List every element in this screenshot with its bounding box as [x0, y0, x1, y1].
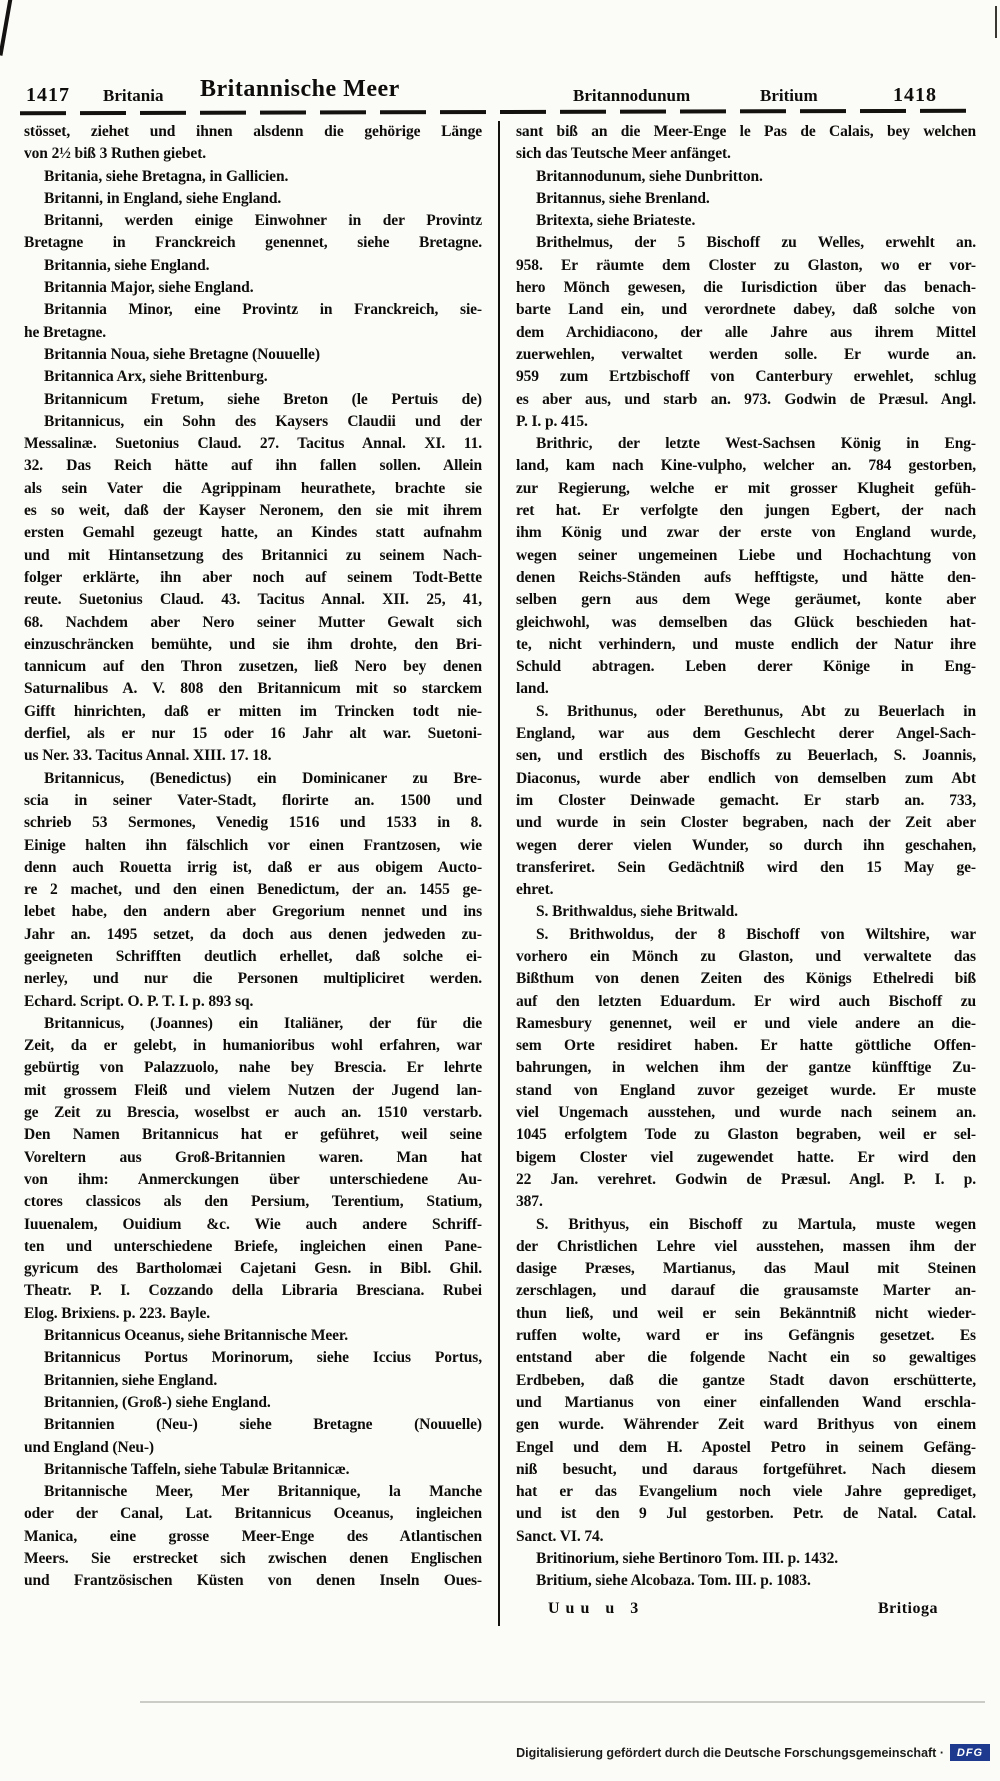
text-line: ten und unterschiedene Briefe, ingleichen einen Pane-	[24, 1237, 482, 1255]
text-line: bahrungen, in welchen ihm der gantze künfftige Zu-	[516, 1059, 976, 1077]
text-line: tannicum auf den Thron zusetzen, ließ Nero bey denen	[24, 658, 482, 676]
credit-text: Digitalisierung gefördert durch die Deutsche Forschungsgemeinschaft ·	[516, 1745, 944, 1760]
text-line: stösset, ziehet und ihnen alsdenn die gehörige Länge	[24, 123, 482, 140]
text-line: Britannien (Neu-) siehe Bretagne (Nouuelle)	[44, 1416, 482, 1434]
text-line: Sanct. VI. 74.	[516, 1527, 604, 1545]
text-line: von ihm: Anmerckungen über unterschiedene Au-	[24, 1170, 482, 1188]
text-line: 387.	[516, 1193, 543, 1211]
text-line: geeigneten Schrifften deutlich erhellet, daß solche ei-	[24, 947, 482, 965]
text-line: nerley, und nur die Personen multipliciret werden.	[24, 970, 482, 988]
text-line: 22 Jan. verehret. Godwin de Præsul. Angl. P. I. p.	[516, 1170, 976, 1188]
header-keyword-left-last: Britannische Meer	[200, 76, 400, 102]
text-line: Britannische Meer, Mer Britannique, la Manche	[44, 1483, 482, 1501]
text-line: scia in seiner Vater-Stadt, florirte an. 1500 und	[24, 791, 482, 809]
text-line: und Frantzösischen Küsten von denen Inseln Oues-	[24, 1572, 482, 1590]
scan-artifact-corner-mark	[0, 0, 14, 56]
text-line: auf den letzten Eduardum. Er wird auch Bischoff zu	[516, 992, 976, 1010]
text-line: vorhero ein Mönch zu Glaston, und verwaltete das	[516, 947, 976, 965]
text-line: 68. Nachdem aber Nero seiner Mutter Gewalt sich	[24, 613, 482, 631]
text-line: Brithric, der letzte West-Sachsen König in Eng-	[536, 435, 976, 453]
text-line: entstand aber die folgende Nacht ein so gewaltiges	[516, 1349, 976, 1367]
text-line: S. Brithwoldus, der 8 Bischoff von Wiltshire, war	[536, 925, 976, 943]
text-line: Britannia Major, siehe England.	[44, 279, 254, 297]
text-line: schrieb 53 Sermones, Venedig 1516 und 1533 in 8.	[24, 814, 482, 832]
scan-artifact-edge-tick	[995, 6, 997, 38]
text-line: Bißthum von denen Zeiten des Königs Ethelredi biß	[516, 970, 976, 988]
text-line: gyricum des Bartholomæi Cajetani Gesn. in Bibl. Ghil.	[24, 1260, 482, 1278]
text-columns	[24, 121, 978, 1626]
signature-row	[516, 1600, 976, 1624]
text-line: gleichwohl, was demselben das Glück beschieden hat-	[516, 613, 976, 631]
text-line: wegen derer vielen Wunder, so durch ihn geschahen,	[516, 836, 976, 854]
text-line: Britannien, siehe England.	[44, 1371, 218, 1389]
text-line: sem Orte residiret haben. Er hatte göttliche Offen-	[516, 1037, 976, 1055]
right-column	[516, 121, 976, 1626]
text-line: Britannicus, (Joannes) ein Italiäner, der für die	[44, 1014, 482, 1032]
text-line: England, war aus dem Geschlecht derer Angel-Sach-	[516, 725, 976, 743]
text-line: Britexta, siehe Briateste.	[536, 212, 696, 230]
text-line: wegen seiner ungemeinen Liebe und Hochachtung von	[516, 546, 976, 564]
text-line: Echard. Script. O. P. T. I. p. 893 sq.	[24, 992, 254, 1010]
text-line: ge Zeit zu Brescia, woselbst er auch an. 1510 verstarb.	[24, 1104, 482, 1122]
text-line: 959 zum Ertzbischoff von Canterbury erwehlet, schlug	[516, 368, 976, 386]
text-line: ret hat. Er verfolgte den jungen Egbert, der nach	[516, 502, 976, 520]
text-line: Britanni, in England, siehe England.	[44, 189, 282, 207]
text-line: 958. Er räumte dem Closter zu Glaston, wo er vor-	[516, 256, 976, 274]
text-line: S. Brithyus, ein Bischoff zu Martula, muste wegen	[536, 1215, 976, 1233]
text-line: Britannicus, (Benedictus) ein Dominicaner zu Bre-	[44, 769, 482, 787]
text-line: Bretagne in Franckreich genennet, siehe Bretagne.	[24, 234, 482, 252]
text-line: ersten Gemahl gezeugt hatte, an Kindes statt aufnahm	[24, 524, 482, 542]
text-line: us Ner. 33. Tacitus Annal. XIII. 17. 18.	[24, 747, 272, 765]
text-line: Britannia Minor, eine Provintz in Franckreich, sie-	[44, 301, 482, 319]
text-line: Elog. Brixiens. p. 223. Bayle.	[24, 1304, 211, 1322]
text-line: Jahr an. 1495 setzet, da doch aus denen jedweden zu-	[24, 925, 482, 943]
text-line: einzuschräncken bemühte, und sie ihm drohte, den Bri-	[24, 635, 482, 653]
text-line: transferiret. Sein Gedächtniß wird den 15 May ge-	[516, 858, 976, 876]
text-line: 32. Das Reich hätte auf ihn fallen sollen. Allein	[24, 457, 482, 475]
text-line: Britinorium, siehe Bertinoro Tom. III. p. 1432.	[536, 1550, 839, 1567]
text-line: Britania, siehe Bretagna, in Gallicien.	[44, 167, 289, 185]
dfg-logo: DFG	[950, 1744, 990, 1761]
text-line: im Closter Deinwade gemacht. Er starb an. 733,	[516, 791, 976, 809]
text-line: land.	[516, 680, 549, 698]
header-rule	[20, 109, 978, 116]
text-line: ruffen wolte, ward er ins Gefängnis gesetzet. Es	[516, 1327, 976, 1345]
text-line: S. Brithunus, oder Berethunus, Abt zu Beuerlach in	[536, 702, 976, 720]
text-line: 1045 erfolgtem Tode zu Glaston begraben, weil er sel-	[516, 1126, 976, 1144]
text-line: Ramesbury genennet, weil er und viele andere an die-	[516, 1014, 976, 1032]
text-line: re 2 machet, und den einen Benedictum, der an. 1455 ge-	[24, 881, 482, 899]
text-line: Britanni, werden einige Einwohner in der Provintz	[44, 212, 482, 230]
text-line: ctores classicos als den Persium, Terentium, Statium,	[24, 1193, 482, 1211]
scan-artifact-bottom-line	[140, 1701, 985, 1703]
text-line: te, nicht verhindern, und muste endlich der Natur ihre	[516, 635, 976, 653]
text-line: S. Brithwaldus, siehe Britwald.	[536, 903, 738, 921]
text-line: und ist den 9 Jul gestorben. Petr. de Natal. Catal.	[516, 1505, 976, 1523]
text-line: Schuld abtragen. Leben derer Könige in Eng-	[516, 658, 976, 676]
text-line: es so weit, daß der Kayser Neronem, den sie mit ihrem	[24, 502, 482, 520]
text-line: Den Namen Britannicus hat er geführet, weil seine	[24, 1126, 482, 1144]
text-line: thun ließ, und weil er sein Bekänntniß nicht wieder-	[516, 1304, 976, 1322]
text-line: niß besucht, und daraus fortgeführet. Nach diesem	[516, 1460, 976, 1478]
text-line: land, kam nach Kine-vulpho, welcher an. 784 gestorben,	[516, 457, 976, 475]
text-line: he Bretagne.	[24, 323, 107, 341]
text-line: Britannia Noua, siehe Bretagne (Nouuelle)	[44, 345, 320, 363]
text-line: es aber aus, und starb an. 973. Godwin de Præsul. Angl.	[516, 390, 976, 408]
text-line: mit grossem Fleiß und vielem Nutzen der Jugend lan-	[24, 1081, 482, 1099]
text-line: ehret.	[516, 881, 554, 899]
text-line: viel Ungemach ausstehen, und wurde nach seinem an.	[516, 1104, 976, 1122]
text-line: sich das Teutsche Meer anfänget.	[516, 145, 731, 163]
text-line: von 2½ biß 3 Ruthen giebet.	[24, 145, 207, 163]
catchword: Britioga	[878, 1600, 938, 1617]
text-line: und England (Neu-)	[24, 1438, 154, 1456]
text-line: der Christlichen Lehre viel ausstehen, massen ihm der	[516, 1237, 976, 1255]
text-line: oder der Canal, Lat. Britannicus Oceanus, ingleichen	[24, 1505, 482, 1523]
text-line: bigem Closter viel zugewendet hatte. Er wird den	[516, 1148, 976, 1166]
text-line: Britannicus Oceanus, siehe Britannische Meer.	[44, 1327, 349, 1345]
digitization-credit	[516, 1744, 990, 1761]
text-line: Britannicus, ein Sohn des Kaysers Claudii und der	[44, 412, 482, 430]
text-line: Britannus, siehe Brenland.	[536, 189, 710, 207]
header-keyword-left-first: Britania	[103, 86, 164, 105]
text-line: Diaconus, wurde aber endlich von demselben zum Abt	[516, 769, 976, 787]
text-line: derfiel, als er nur 15 oder 16 Jahr alt war. Suetoni-	[24, 725, 482, 743]
text-line: zuerwehlen, verwaltet werden solle. Er wurde an.	[516, 345, 976, 363]
text-line: folger erklärte, ihn aber noch auf seinem Todt-Bette	[24, 568, 482, 586]
text-line: dem Archidiacono, der alle Jahre aus ihrem Mittel	[516, 323, 976, 341]
text-line: Erdbeben, daß die gantze Stadt davon erschütterte,	[516, 1371, 976, 1389]
text-line: Britannica Arx, siehe Brittenburg.	[44, 368, 268, 386]
text-line: denen Reichs-Ständen aufs hefftigste, und hätte den-	[516, 568, 976, 586]
text-line: hat er das Evangelium noch viele Jahre geprediget,	[516, 1483, 976, 1501]
text-line: lebet habe, den andern aber Gregorium nennet und ins	[24, 903, 482, 921]
text-line: Britannia, siehe England.	[44, 256, 210, 274]
header-keyword-right-first: Britannodunum	[573, 86, 691, 105]
text-line: Saturnalibus A. V. 808 den Britannicum mit so starckem	[24, 680, 482, 698]
text-line: denn auch Rouetta irrig ist, daß er aus obigem Aucto-	[24, 858, 482, 876]
text-line: Britannien, (Groß-) siehe England.	[44, 1393, 271, 1411]
text-line: Messalinæ. Suetonius Claud. 27. Tacitus Annal. XI. 11.	[24, 435, 482, 453]
text-line: stand von England zuvor gezeiget wurde. Er muste	[516, 1081, 976, 1099]
text-line: hero Mönch gewesen, die Iurisdiction über das benach-	[516, 279, 976, 297]
text-line: Gifft hinrichten, daß er mitten im Trincken todt nie-	[24, 702, 482, 720]
text-line: sen, und erstlich des Bischoffs zu Beuerlach, S. Joannis,	[516, 747, 976, 765]
text-line: Meers. Sie erstrecket sich zwischen denen Englischen	[24, 1550, 482, 1567]
text-line: als sein Vater die Agrippinam heurathete, brachte sie	[24, 479, 482, 497]
text-line: Britannicus Portus Morinorum, siehe Iccius Portus,	[44, 1349, 482, 1367]
text-line: Manica, eine grosse Meer-Enge des Atlantischen	[24, 1527, 482, 1545]
text-line: Britannicum Fretum, siehe Breton (le Pertuis de)	[44, 390, 482, 408]
text-line: Engel und dem H. Apostel Petro in seinem Gefäng-	[516, 1438, 976, 1456]
text-line: und mit Hintansetzung des Britannici zu seinem Nach-	[24, 546, 482, 564]
text-line: Iuuenalem, Ouidium &c. Wie auch andere Schriff-	[24, 1215, 482, 1233]
text-line: P. I. p. 415.	[516, 412, 588, 430]
text-line: zur Regierung, welche er mit grosser Klugheit gefüh-	[516, 479, 976, 497]
text-line: reute. Suetonius Claud. 43. Tacitus Annal. XII. 25, 41,	[24, 591, 482, 609]
text-line: sant biß an die Meer-Enge le Pas de Calais, bey welchen	[516, 123, 976, 140]
text-line: Zeit, da er gelebt, in humanioribus wohl erfahren, war	[24, 1037, 482, 1055]
text-line: Britannische Taffeln, siehe Tabulæ Britannicæ.	[44, 1460, 350, 1478]
text-line: Voreltern aus Groß-Britannien waren. Man hat	[24, 1148, 482, 1166]
header-keyword-right-last: Britium	[760, 86, 818, 105]
text-line: Einige halten ihn fälschlich vor einen Frantzosen, wie	[24, 836, 482, 854]
text-line: und wurde in sein Closter begraben, nach der Zeit aber	[516, 814, 976, 832]
text-line: Britannodunum, siehe Dunbritton.	[536, 167, 763, 185]
left-column	[24, 121, 482, 1626]
text-line: zerschlagen, und darauf die grausamste Marter an-	[516, 1282, 976, 1300]
text-line: ihm König und zwar der erste von England wurde,	[516, 524, 976, 542]
column-divider	[498, 121, 500, 1626]
quire-signature: Uuu u 3	[548, 1600, 645, 1617]
page-number-left: 1417	[26, 84, 70, 106]
page-number-right: 1418	[893, 84, 937, 106]
text-line: und Martianus von einer einfallenden Wand erschla-	[516, 1393, 976, 1411]
text-line: selben gern aus dem Wege geräumet, konte aber	[516, 591, 976, 609]
text-line: Britium, siehe Alcobaza. Tom. III. p. 1083.	[536, 1572, 811, 1590]
text-line: dasige Præses, Martianus, das Maul mit Steinen	[516, 1260, 976, 1278]
text-line: Brithelmus, der 5 Bischoff zu Welles, erwehlt an.	[536, 234, 976, 252]
text-line: gebürtig von Palazzuolo, nahe bey Brescia. Er lehrte	[24, 1059, 482, 1077]
text-line: Theatr. P. I. Cozzando della Libraria Bresciana. Rubei	[24, 1282, 482, 1300]
text-line: barte Land ein, und verordnete dabey, daß solche von	[516, 301, 976, 319]
text-line: gen wurde. Währender Zeit ward Brithyus von einem	[516, 1416, 976, 1434]
